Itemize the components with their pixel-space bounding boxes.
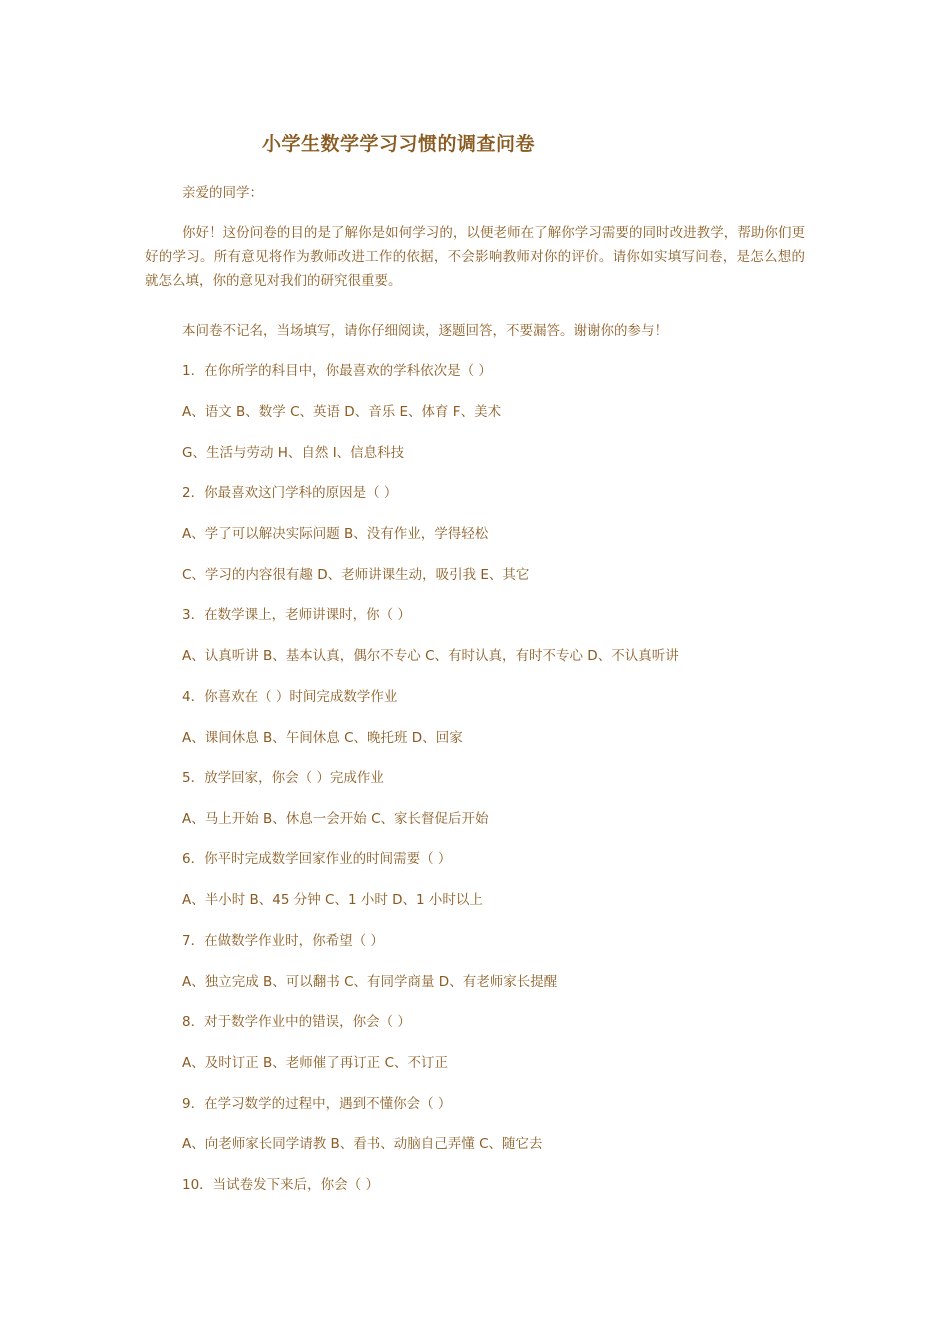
page-title: 小学生数学学习习惯的调查问卷 (262, 133, 536, 155)
question-9: 9．在学习数学的过程中，遇到不懂你会（ ） (182, 1096, 452, 1112)
greeting: 亲爱的同学： (182, 185, 263, 201)
question-7: 7．在做数学作业时，你希望（ ） (182, 933, 384, 949)
question-6-options: A、半小时 B、45 分钟 C、1 小时 D、1 小时以上 (182, 892, 483, 908)
question-8-options: A、及时订正 B、老师催了再订正 C、不订正 (182, 1055, 449, 1071)
question-7-options: A、独立完成 B、可以翻书 C、有同学商量 D、有老师家长提醒 (182, 974, 558, 990)
question-3: 3．在数学课上，老师讲课时，你（ ） (182, 607, 411, 623)
question-4: 4．你喜欢在（ ）时间完成数学作业 (182, 689, 398, 705)
question-10: 10．当试卷发下来后，你会（ ） (182, 1177, 379, 1193)
question-2-options: C、学习的内容很有趣 D、老师讲课生动，吸引我 E、其它 (182, 567, 530, 583)
question-4-options: A、课间休息 B、午间休息 C、晚托班 D、回家 (182, 730, 463, 746)
question-2-options: A、学了可以解决实际问题 B、没有作业，学得轻松 (182, 526, 489, 542)
question-9-options: A、向老师家长同学请教 B、看书、动脑自己弄懂 C、随它去 (182, 1136, 543, 1152)
question-1: 1．在你所学的科目中，你最喜欢的学科依次是（ ） (182, 363, 492, 379)
question-5: 5．放学回家，你会（ ）完成作业 (182, 770, 384, 786)
intro-paragraph: 你好！这份问卷的目的是了解你是如何学习的，以便老师在了解你学习需要的同时改进教学，帮助你们更好的学习。所有意见将作为教师改进工作的依据，不会影响教师对你的评价。请你如实填写问卷，是怎么想的就怎么填，你的意见对我们的研究很重要。 (145, 225, 805, 289)
question-2: 2．你最喜欢这门学科的原因是（ ） (182, 485, 398, 501)
question-8: 8．对于数学作业中的错误，你会（ ） (182, 1014, 411, 1030)
notice: 本问卷不记名，当场填写，请你仔细阅读，逐题回答，不要漏答。谢谢你的参与！ (182, 323, 668, 339)
question-1-options: A、语文 B、数学 C、英语 D、音乐 E、体育 F、美术 (182, 404, 502, 420)
question-5-options: A、马上开始 B、休息一会开始 C、家长督促后开始 (182, 811, 489, 827)
question-6: 6．你平时完成数学回家作业的时间需要（ ） (182, 851, 452, 867)
question-3-options: A、认真听讲 B、基本认真，偶尔不专心 C、有时认真，有时不专心 D、不认真听讲 (182, 648, 679, 664)
question-1-options: G、生活与劳动 H、自然 I、信息科技 (182, 445, 405, 461)
